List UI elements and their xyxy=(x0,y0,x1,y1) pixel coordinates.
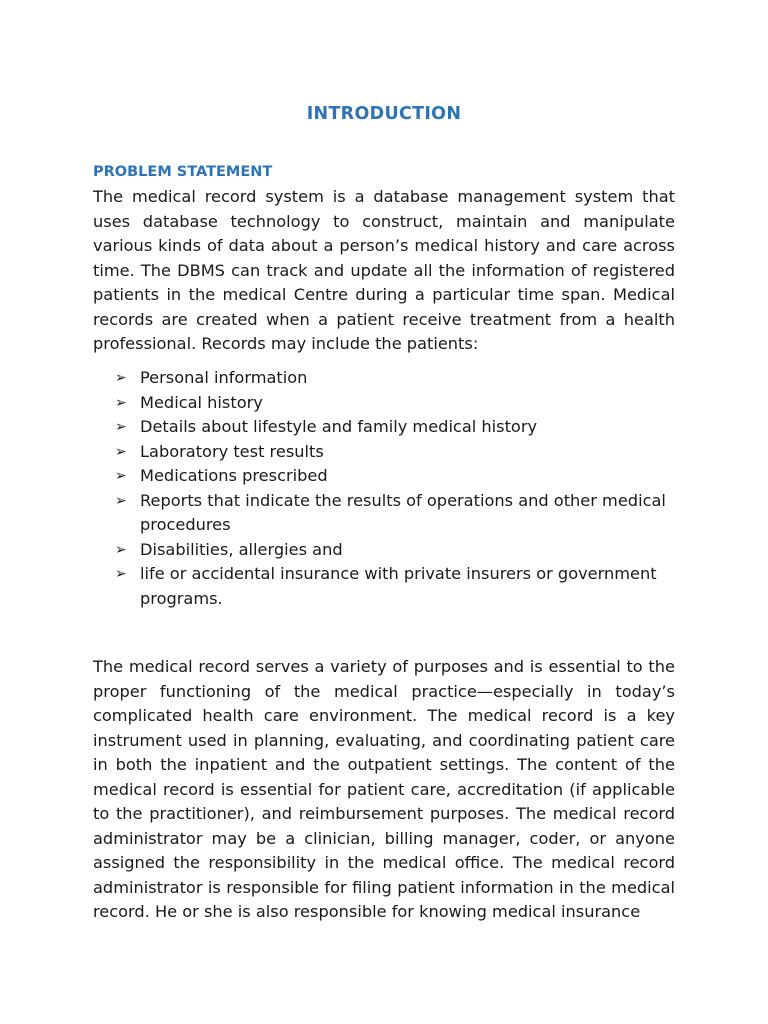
list-item xyxy=(115,538,675,563)
arrowhead-bullet-icon: ➢ xyxy=(115,394,127,411)
document-title: INTRODUCTION xyxy=(306,104,462,124)
list-item-text: Medications prescribed xyxy=(140,466,328,485)
arrowhead-bullet-icon: ➢ xyxy=(115,468,127,484)
list-item-text: Details about lifestyle and family medical history xyxy=(140,417,538,436)
list-item-text: Medical history xyxy=(140,392,263,412)
list-item xyxy=(115,391,675,416)
arrowhead-bullet-icon: ➢ xyxy=(115,541,127,558)
arrowhead-bullet-icon: ➢ xyxy=(115,370,127,386)
list-item-text: life or accidental insurance with private insurers or government programs. xyxy=(140,564,657,608)
list-item xyxy=(115,464,675,489)
arrowhead-bullet-icon: ➢ xyxy=(115,419,127,435)
paragraph-problem-statement: The medical record system is a database management system that uses database technology to construct, maintain and manipulate various kinds of data about a person’s medical history and care across time. The DBMS can track and update all the information of registered patients in the medical Centre during a particular time span. Medical records are created when a patient receive treatment from a health professional. Records may include the patients: xyxy=(93,187,675,353)
list-item-text: Laboratory test results xyxy=(140,441,324,461)
list-item xyxy=(115,366,675,391)
bullet-list xyxy=(115,366,675,611)
section-heading: PROBLEM STATEMENT xyxy=(93,164,273,180)
list-item-text: Reports that indicate the results of operations and other medical procedures xyxy=(140,490,666,534)
arrowhead-bullet-icon: ➢ xyxy=(115,492,127,509)
list-item xyxy=(115,562,675,611)
list-item-text: Personal information xyxy=(140,368,308,387)
arrowhead-bullet-icon: ➢ xyxy=(115,566,127,582)
list-item xyxy=(115,415,675,440)
list-item-text: Disabilities, allergies and xyxy=(140,539,343,559)
list-item xyxy=(115,489,675,538)
paragraph-medical-record-purpose: The medical record serves a variety of purposes and is essential to the proper functioning of the medical practice—especially in today’s complicated health care environment. The medical record is a key instrument used in planning, evaluating, and coordinating patient care in both the inpatient and the outpatient settings. The content of the medical record is essential for patient care, accreditation (if applicable to the practitioner), and reimbursement purposes. The medical record administrator may be a clinician, billing manager, coder, or anyone assigned the responsibility in the medical office. The medical record administrator is responsible for filing patient information in the medical record. He or she is also responsible for knowing medical insurance xyxy=(93,657,675,921)
list-item xyxy=(115,440,675,465)
arrowhead-bullet-icon: ➢ xyxy=(115,443,127,460)
